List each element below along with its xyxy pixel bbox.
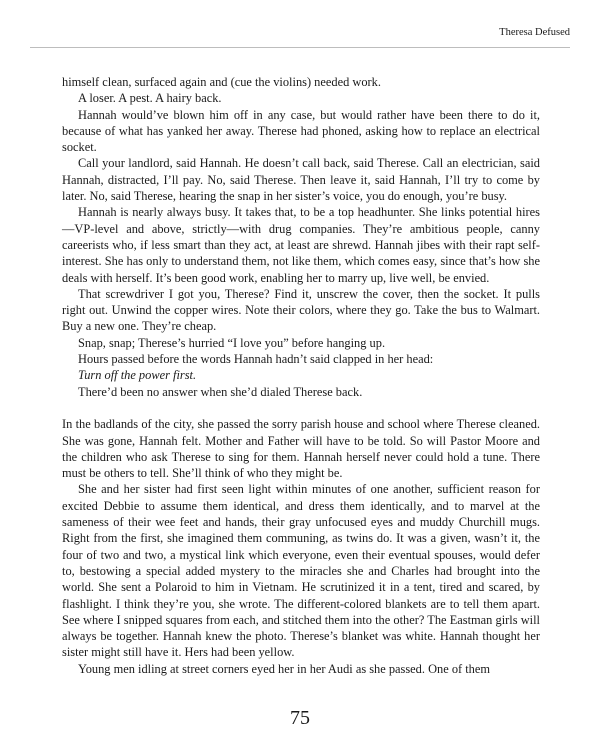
paragraph: She and her sister had first seen light within minutes of one another, sufficient reason for excited Debbie to assume them identical, and dress them identically, and to marvel at the sameness of their wee feet and hands, their gray unfocused eyes and muddy Churchill mugs. Right from the first, she imagined them communing, as twins do. It was a given, wasn’t it, the four of two and two, a mystical link which everyone, even their eventual spouses, would defer to, bestowing a special added mystery to the miracles she and Charles had brought into the world. She sent a Polaroid to him in Vietnam. He scrutinized it in a tent, tired and scared, by flashlight. I think they’re you, she wrote. The different-colored blankets are to tell them apart. See where I snipped squares from each, and stitched them into the other? The Eastman girls will always be together. Hannah knew the photo. Therese’s blanket was white. Hannah thought her sister might still have it. Hers had been yellow. bbox=[62, 482, 540, 660]
paragraph: A loser. A pest. A hairy back. bbox=[78, 91, 222, 106]
header-rule bbox=[30, 47, 570, 48]
paragraph: Call your landlord, said Hannah. He doesn’t call back, said Therese. Call an electrician, said Hannah, distracted, I’ll pay. No, said Therese. Then leave it, said Hannah, I’ll try to come by later. No, said Therese, hearing the snap in her sister’s voice, you do enough, you’re busy. bbox=[62, 156, 540, 204]
paragraph: Young men idling at street corners eyed her in her Audi as she passed. One of them bbox=[78, 661, 491, 676]
paragraph: Hannah would’ve blown him off in any case, but would rather have been there to do it, because of what has yanked her away. Therese had phoned, asking how to replace an electrical socket. bbox=[62, 107, 540, 155]
paragraph: Hours passed before the words Hannah hadn’t said clapped in her head: bbox=[78, 352, 434, 367]
italic-paragraph: Turn off the power first. bbox=[78, 368, 197, 383]
running-head-title: Theresa Defused bbox=[499, 27, 570, 38]
page-number: 75 bbox=[290, 707, 310, 729]
body-text bbox=[62, 74, 540, 677]
paragraph: Hannah is nearly always busy. It takes that, to be a top headhunter. She links potential hires—VP-level and above, strictly—with drug companies. They’re ambitious people, canny careerists who, if less smart than they act, at least are shrewd. Hannah jibes with their rapt self-interest. She has only to understand them, not like them, which comes easy, since that’s how she deals with herself. It’s been good work, enabling her to marry up, live well, be envied. bbox=[62, 205, 540, 285]
paragraph: There’d been no answer when she’d dialed Therese back. bbox=[78, 384, 363, 399]
paragraph: That screwdriver I got you, Therese? Find it, unscrew the cover, then the socket. It pulls right out. Unwind the copper wires. Note their colors, where they go. Take the bus to Walmart. Buy a new one. They’re cheap. bbox=[62, 286, 540, 334]
paragraph: Snap, snap; Therese’s hurried “I love you” before hanging up. bbox=[78, 335, 386, 350]
paragraph: himself clean, surfaced again and (cue the violins) needed work. bbox=[62, 75, 381, 89]
section-first-paragraph: In the badlands of the city, she passed the sorry parish house and school where Therese cleaned. She was gone, Hannah felt. Mother and Father will have to be told. So will Pastor Moore and the children who ask Therese to sing for them. Hannah herself never could hold a tune. There must be others to tell. She’ll think of who they might be. bbox=[62, 417, 540, 481]
